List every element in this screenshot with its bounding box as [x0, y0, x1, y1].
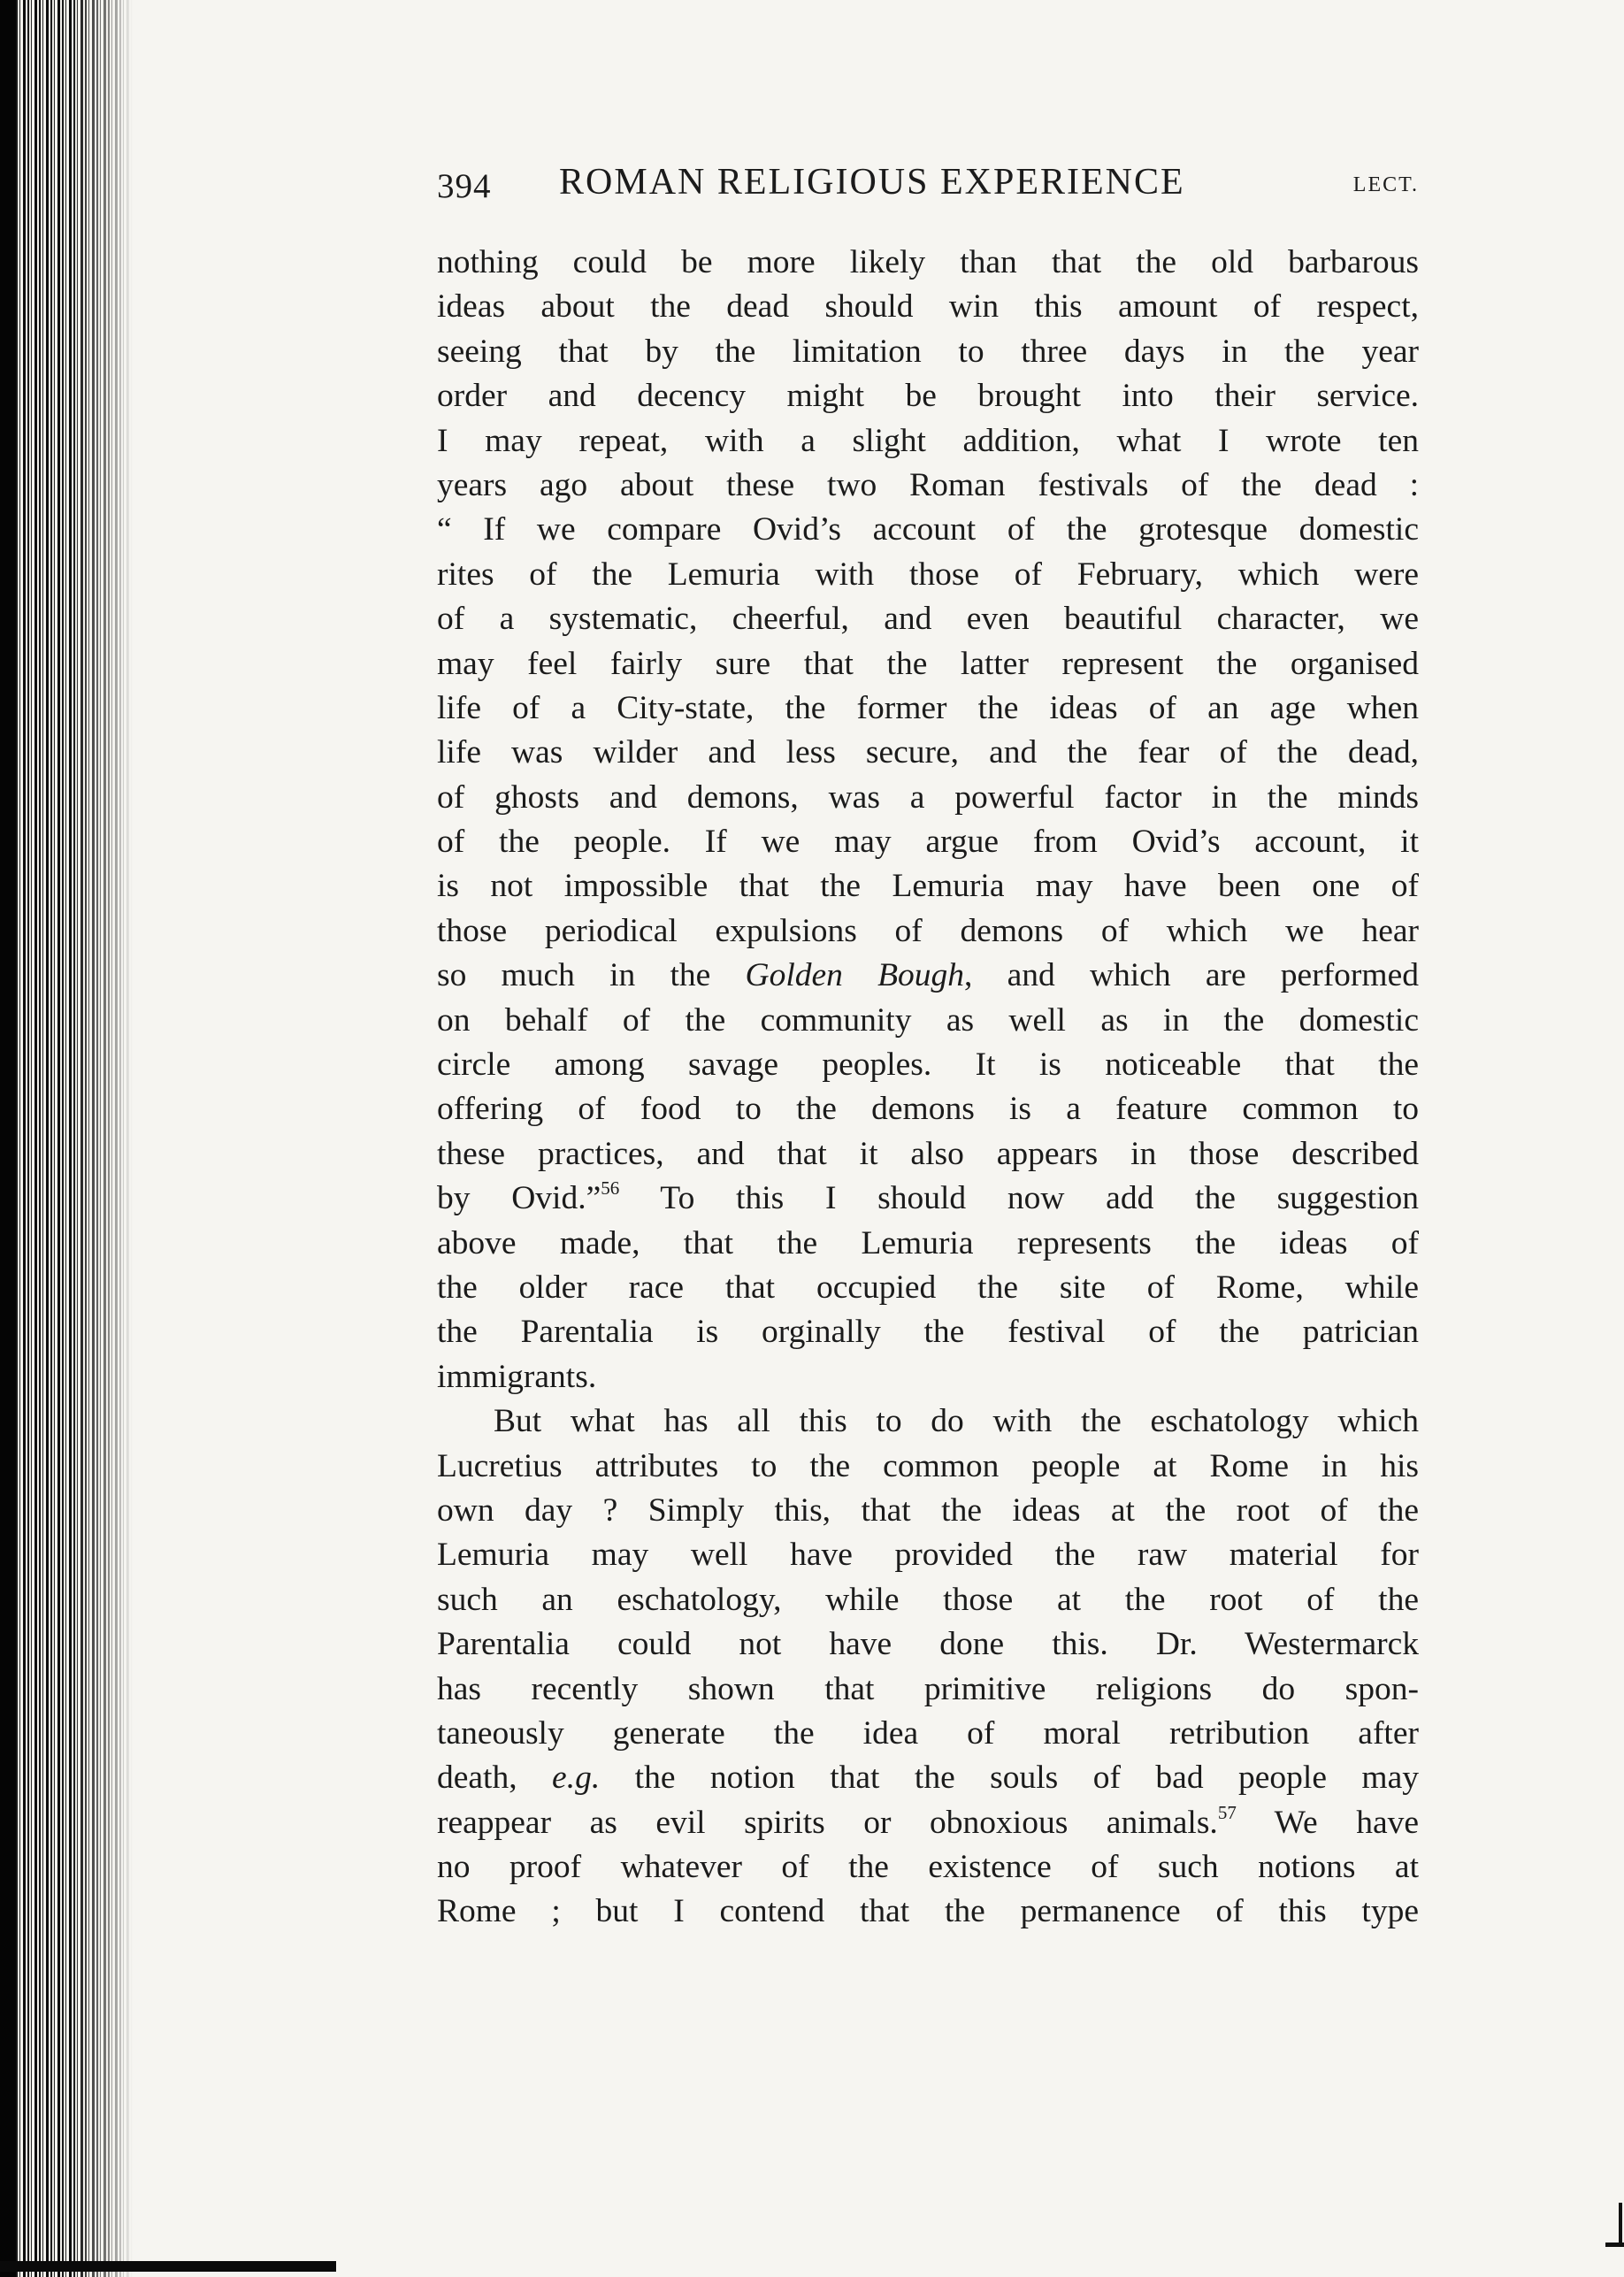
bottom-page-rule: [0, 2261, 336, 2272]
italic-abbreviation: e.g.: [552, 1760, 601, 1797]
text-line: life of a City-state, the former the ideas of an age when: [437, 689, 1419, 726]
text-line: these practices, and that it also appears in those described: [437, 1135, 1419, 1172]
text-line: the Parentalia is orginally the festival of the patrician: [437, 1314, 1419, 1351]
text-line: [437, 1177, 1419, 1221]
running-title: ROMAN RELIGIOUS EXPERIENCE: [559, 162, 1185, 203]
text-segment: death,: [437, 1760, 553, 1797]
page-number: 394: [437, 167, 492, 205]
text-line: I may repeat, with a slight addition, what I wrote ten: [437, 422, 1419, 459]
running-header: [437, 157, 1419, 219]
text-line: [437, 1801, 1419, 1845]
text-line: Rome ; but I contend that the permanence of this type: [437, 1893, 1419, 1930]
text-line: Lemuria may well have provided the raw material for: [437, 1537, 1419, 1574]
text-line: own day ? Simply this, that the ideas at the root of the: [437, 1491, 1419, 1529]
text-line: life was wilder and less secure, and the fear of the dead,: [437, 734, 1419, 771]
text-segment: the notion that the souls of bad people may: [600, 1760, 1419, 1797]
corner-mark-horizontal: [1605, 2242, 1624, 2247]
italic-title: Golden Bough: [745, 957, 965, 994]
text-line: nothing could be more likely than that the old barbarous: [437, 244, 1419, 280]
text-line: Lucretius attributes to the common people at Rome in his: [437, 1447, 1419, 1484]
text-segment: To this I should now add the suggestion: [619, 1180, 1419, 1217]
book-binding-edge: [0, 0, 133, 2277]
text-line: years ago about these two Roman festivals of the dead :: [437, 466, 1419, 503]
text-line: seeing that by the limitation to three days in the year: [437, 333, 1419, 370]
text-line: Parentalia could not have done this. Dr. Westermarck: [437, 1626, 1419, 1663]
text-line: the older race that occupied the site of Rome, while: [437, 1269, 1419, 1306]
paragraph-start-line: But what has all this to do with the eschatology which: [494, 1403, 1419, 1440]
text-line: on behalf of the community as well as in the domestic: [437, 1001, 1419, 1039]
text-line: no proof whatever of the existence of such notions at: [437, 1849, 1419, 1886]
text-line: may feel fairly sure that the latter represent the organised: [437, 645, 1419, 682]
text-line: above made, that the Lemuria represents the ideas of: [437, 1224, 1419, 1261]
text-line: is not impossible that the Lemuria may have been one of: [437, 868, 1419, 905]
text-line: ideas about the dead should win this amount of respect,: [437, 288, 1419, 326]
text-line: of ghosts and demons, was a powerful factor in the minds: [437, 778, 1419, 816]
corner-mark-vertical: [1619, 2203, 1622, 2247]
text-segment: so much in the: [437, 957, 746, 994]
text-line: such an eschatology, while those at the root of the: [437, 1581, 1419, 1618]
footnote-reference: 56: [601, 1177, 620, 1200]
text-line: those periodical expulsions of demons of which we hear: [437, 912, 1419, 949]
paragraph-end-line: immigrants.: [437, 1358, 597, 1395]
binding-shadow: [0, 0, 16, 2277]
text-line: [437, 1756, 1419, 1800]
body-text: [437, 241, 1419, 1935]
text-line: rites of the Lemuria with those of February, which were: [437, 556, 1419, 593]
text-line: circle among savage peoples. It is noticeable that the: [437, 1046, 1419, 1084]
text-line: offering of food to the demons is a feature common to: [437, 1091, 1419, 1128]
lecture-tag: LECT.: [1352, 173, 1419, 196]
text-segment: , and which are performed: [964, 957, 1419, 994]
text-line: “ If we compare Ovid’s account of the grotesque domestic: [437, 511, 1419, 548]
text-line: taneously generate the idea of moral retribution after: [437, 1714, 1419, 1752]
text-line: of the people. If we may argue from Ovid’s account, it: [437, 824, 1419, 861]
text-line: order and decency might be brought into their service.: [437, 378, 1419, 415]
text-line: [437, 954, 1419, 998]
text-segment: We have: [1236, 1804, 1419, 1841]
text-segment: by Ovid.”: [437, 1180, 601, 1217]
text-segment: reappear as evil spirits or obnoxious animals.: [437, 1804, 1218, 1841]
text-line: has recently shown that primitive religions do spon-: [437, 1670, 1419, 1707]
footnote-reference: 57: [1217, 1801, 1237, 1823]
text-line: of a systematic, cheerful, and even beautiful character, we: [437, 601, 1419, 638]
